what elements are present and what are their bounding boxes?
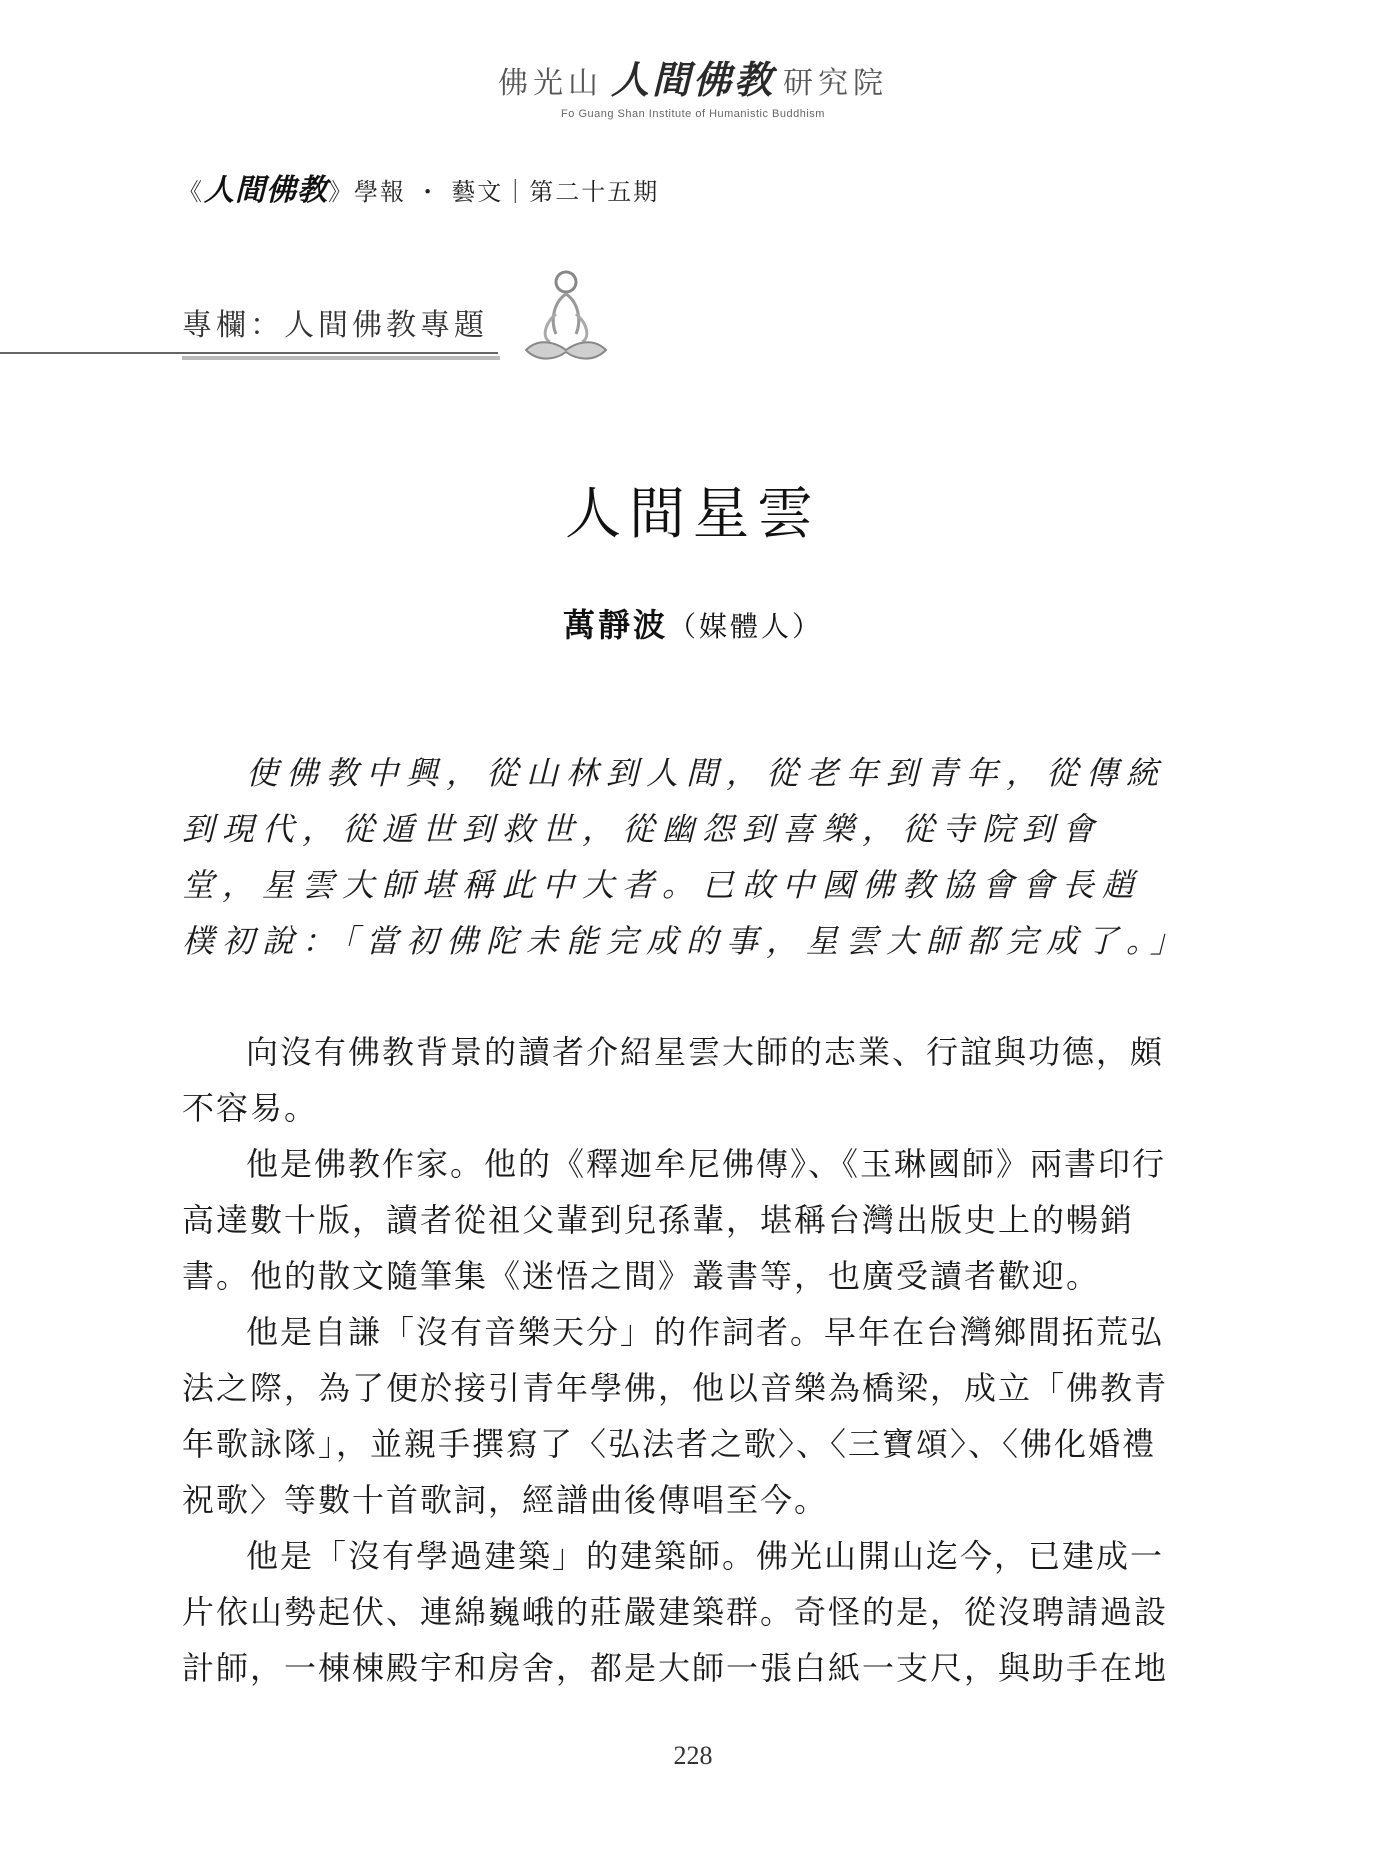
- institute-english-name: Fo Guang Shan Institute of Humanistic Buddhism: [561, 108, 825, 120]
- page-number: 228: [673, 1741, 713, 1770]
- journal-open-bracket: 《: [178, 178, 204, 206]
- author-affiliation: （媒體人）: [668, 610, 824, 643]
- column-rule-shadow: [182, 356, 500, 360]
- body-paragraph-4: 他是「沒有學過建築」的建築師。佛光山開山迄今，已建成一片依山勢起伏、連綿巍峨的莊嚴建築群。奇怪的是，從沒聘請過設計師，一棟棟殿宇和房舍，都是大師一張白紙一支尺，與助手在地: [182, 1537, 1169, 1687]
- body-paragraph-2: 他是佛教作家。他的《釋迦牟尼佛傳》、《玉琳國師》兩書印行高達數十版，讀者從祖父輩到兒孫輩，堪稱台灣出版史上的暢銷書。他的散文隨筆集《迷悟之間》叢書等，也廣受讀者歡迎。: [182, 1145, 1167, 1295]
- journal-issue: 》學報 ・ 藝文｜第二十五期: [328, 178, 660, 206]
- article-title: 人間星雲: [565, 482, 821, 547]
- column-label: 專欄：人間佛教專題: [182, 308, 488, 343]
- column-rule: [0, 352, 498, 354]
- journal-brush-title: 人間佛教: [204, 173, 328, 208]
- institute-header: [0, 57, 1386, 120]
- institute-name-left: 佛光山: [497, 66, 603, 101]
- article-intro: [182, 745, 1191, 969]
- article-body: [182, 1024, 1178, 1696]
- body-paragraph-1: 向沒有佛教背景的讀者介紹星雲大師的志業、行誼與功德，頗不容易。: [182, 1033, 1165, 1127]
- author-name: 萬靜波: [562, 606, 668, 644]
- body-paragraph-3: 他是自謙「沒有音樂天分」的作詞者。早年在台灣鄉間拓荒弘法之際，為了便於接引青年學佛，他以音樂為橋梁，成立「佛教青年歌詠隊」，並親手撰寫了〈弘法者之歌〉、〈三寶頌〉、〈佛化婚禮祝歌〉等數十首歌詞，經譜曲後傳唱至今。: [182, 1313, 1169, 1519]
- article-author-line: [0, 600, 1386, 646]
- journal-running-head: [178, 165, 659, 209]
- institute-brush-logo: 人間佛教: [610, 57, 775, 102]
- meditating-figure-icon: [520, 268, 612, 370]
- institute-name-right: 研究院: [783, 66, 888, 101]
- institute-name: [0, 57, 1386, 104]
- intro-paragraph: 使佛教中興，從山林到人間，從老年到青年，從傳統到現代，從遁世到救世，從幽怨到喜樂，從寺院到會堂，星雲大師堪稱此中大者。已故中國佛教協會會長趙樸初說：「當初佛陀未能完成的事，星雲大師都完成了。」: [182, 754, 1191, 960]
